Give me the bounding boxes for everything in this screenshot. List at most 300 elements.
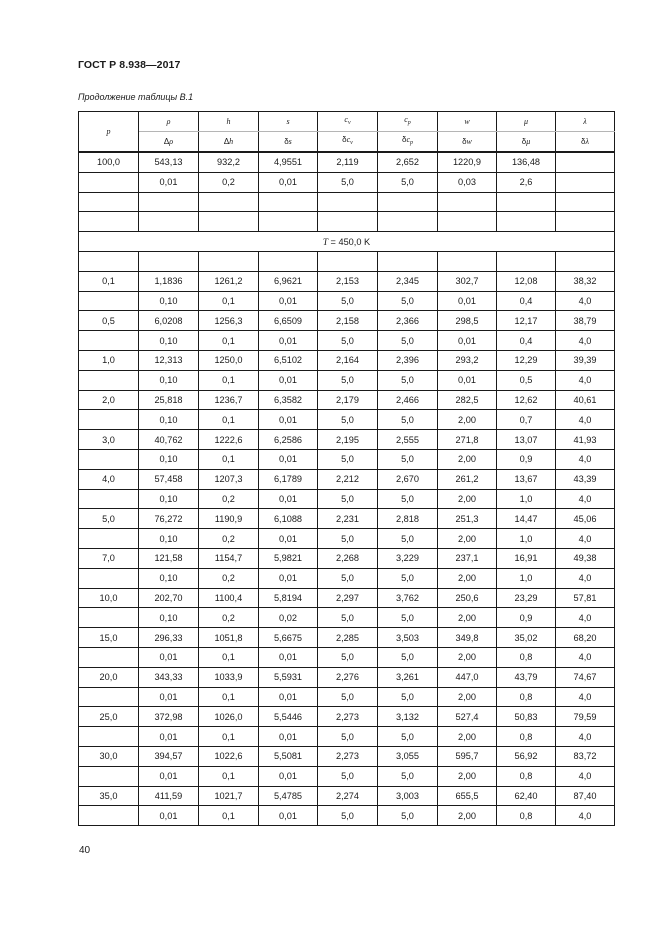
value-cell: 4,0 xyxy=(556,331,615,351)
value-cell: 1236,7 xyxy=(199,390,259,410)
table-row xyxy=(79,172,615,192)
table-row xyxy=(79,449,615,469)
table-row xyxy=(79,370,615,390)
table-row xyxy=(79,608,615,628)
value-cell: 2,195 xyxy=(318,430,378,450)
value-cell xyxy=(497,212,556,232)
pressure-cell: 2,0 xyxy=(79,390,139,410)
value-cell: 0,10 xyxy=(139,489,199,509)
table-row xyxy=(79,667,615,687)
value-cell: 0,9 xyxy=(497,449,556,469)
table-row xyxy=(79,271,615,291)
value-cell: 2,00 xyxy=(438,449,497,469)
value-cell: 1207,3 xyxy=(199,469,259,489)
value-cell: 0,10 xyxy=(139,370,199,390)
value-cell: 5,0 xyxy=(378,489,438,509)
value-cell: 13,07 xyxy=(497,430,556,450)
column-uncertainty-header: Δρ xyxy=(139,132,199,153)
value-cell: 5,0 xyxy=(318,568,378,588)
table-row xyxy=(79,350,615,370)
value-cell: 4,0 xyxy=(556,806,615,826)
value-cell: 6,1088 xyxy=(259,509,318,529)
value-cell: 4,0 xyxy=(556,766,615,786)
column-uncertainty-header: δs xyxy=(259,132,318,153)
column-symbol-header: s xyxy=(259,112,318,132)
temperature-row xyxy=(79,232,615,252)
value-cell: 2,00 xyxy=(438,608,497,628)
value-cell: 0,2 xyxy=(199,172,259,192)
value-cell: 2,00 xyxy=(438,687,497,707)
table-row xyxy=(79,548,615,568)
value-cell: 2,00 xyxy=(438,806,497,826)
value-cell: 57,458 xyxy=(139,469,199,489)
column-symbol-header: $c_v$ xyxy=(318,112,378,132)
value-cell xyxy=(556,251,615,271)
table-caption: Продолжение таблицы В.1 xyxy=(78,92,194,102)
pressure-cell xyxy=(79,489,139,509)
value-cell: 5,5446 xyxy=(259,707,318,727)
value-cell: 0,01 xyxy=(139,727,199,747)
value-cell: 4,0 xyxy=(556,489,615,509)
value-cell: 39,39 xyxy=(556,350,615,370)
value-cell xyxy=(259,251,318,271)
value-cell: 349,8 xyxy=(438,628,497,648)
value-cell: 0,01 xyxy=(259,806,318,826)
pressure-cell xyxy=(79,212,139,232)
value-cell: 1,1836 xyxy=(139,271,199,291)
value-cell: 251,3 xyxy=(438,509,497,529)
value-cell: 3,229 xyxy=(378,548,438,568)
value-cell: 136,48 xyxy=(497,152,556,172)
value-cell: 0,10 xyxy=(139,291,199,311)
value-cell xyxy=(199,251,259,271)
table-row xyxy=(79,489,615,509)
value-cell: 4,0 xyxy=(556,647,615,667)
table-row xyxy=(79,331,615,351)
value-cell: 0,01 xyxy=(139,687,199,707)
value-cell: 3,132 xyxy=(378,707,438,727)
value-cell: 23,29 xyxy=(497,588,556,608)
value-cell: 0,2 xyxy=(199,529,259,549)
value-cell xyxy=(378,192,438,212)
value-cell: 2,179 xyxy=(318,390,378,410)
value-cell: 16,91 xyxy=(497,548,556,568)
value-cell xyxy=(259,212,318,232)
value-cell: 0,2 xyxy=(199,608,259,628)
temperature-label: T = 450,0 K xyxy=(79,232,615,252)
pressure-cell: 0,5 xyxy=(79,311,139,331)
value-cell: 3,762 xyxy=(378,588,438,608)
value-cell: 5,0 xyxy=(318,370,378,390)
value-cell: 0,01 xyxy=(259,727,318,747)
value-cell: 13,67 xyxy=(497,469,556,489)
value-cell: 4,0 xyxy=(556,529,615,549)
value-cell: 250,6 xyxy=(438,588,497,608)
value-cell: 0,02 xyxy=(259,608,318,628)
value-cell: 83,72 xyxy=(556,746,615,766)
table-row xyxy=(79,786,615,806)
value-cell: 5,0 xyxy=(378,331,438,351)
value-cell: 5,0 xyxy=(378,608,438,628)
value-cell: 5,0 xyxy=(378,687,438,707)
value-cell: 3,261 xyxy=(378,667,438,687)
value-cell: 5,0 xyxy=(378,727,438,747)
value-cell: 4,0 xyxy=(556,687,615,707)
column-uncertainty-header: Δh xyxy=(199,132,259,153)
value-cell: 2,670 xyxy=(378,469,438,489)
table-row xyxy=(79,727,615,747)
value-cell: 0,1 xyxy=(199,766,259,786)
value-cell: 0,10 xyxy=(139,449,199,469)
value-cell: 2,158 xyxy=(318,311,378,331)
value-cell xyxy=(318,212,378,232)
value-cell: 1154,7 xyxy=(199,548,259,568)
value-cell: 0,1 xyxy=(199,449,259,469)
value-cell: 0,8 xyxy=(497,647,556,667)
value-cell: 0,7 xyxy=(497,410,556,430)
value-cell: 0,10 xyxy=(139,331,199,351)
value-cell: 2,285 xyxy=(318,628,378,648)
pressure-cell: 1,0 xyxy=(79,350,139,370)
table-row xyxy=(79,647,615,667)
value-cell: 2,164 xyxy=(318,350,378,370)
value-cell xyxy=(556,152,615,172)
pressure-cell: 10,0 xyxy=(79,588,139,608)
value-cell: 343,33 xyxy=(139,667,199,687)
value-cell: 74,67 xyxy=(556,667,615,687)
value-cell: 296,33 xyxy=(139,628,199,648)
pressure-cell: 30,0 xyxy=(79,746,139,766)
value-cell: 4,0 xyxy=(556,449,615,469)
value-cell: 2,652 xyxy=(378,152,438,172)
page-number: 40 xyxy=(79,845,91,856)
value-cell: 38,32 xyxy=(556,271,615,291)
value-cell: 0,4 xyxy=(497,331,556,351)
value-cell: 5,0 xyxy=(378,172,438,192)
pressure-cell xyxy=(79,291,139,311)
value-cell: 2,466 xyxy=(378,390,438,410)
value-cell: 0,01 xyxy=(139,766,199,786)
value-cell xyxy=(497,251,556,271)
value-cell xyxy=(438,212,497,232)
pressure-cell xyxy=(79,192,139,212)
value-cell: 6,9621 xyxy=(259,271,318,291)
value-cell: 237,1 xyxy=(438,548,497,568)
value-cell: 0,10 xyxy=(139,529,199,549)
column-uncertainty-header: δμ xyxy=(497,132,556,153)
value-cell xyxy=(199,212,259,232)
properties-table xyxy=(78,111,615,826)
value-cell: 1021,7 xyxy=(199,786,259,806)
value-cell: 0,01 xyxy=(259,370,318,390)
pressure-cell xyxy=(79,529,139,549)
pressure-cell xyxy=(79,410,139,430)
value-cell: 5,0 xyxy=(318,647,378,667)
value-cell: 1250,0 xyxy=(199,350,259,370)
column-symbol-header: w xyxy=(438,112,497,132)
value-cell: 4,0 xyxy=(556,410,615,430)
value-cell: 2,153 xyxy=(318,271,378,291)
value-cell: 3,003 xyxy=(378,786,438,806)
value-cell: 0,8 xyxy=(497,806,556,826)
value-cell: 0,03 xyxy=(438,172,497,192)
value-cell: 2,268 xyxy=(318,548,378,568)
value-cell: 0,01 xyxy=(259,449,318,469)
value-cell: 6,0208 xyxy=(139,311,199,331)
value-cell: 2,212 xyxy=(318,469,378,489)
pressure-column-header: p xyxy=(79,112,139,153)
value-cell xyxy=(199,192,259,212)
value-cell: 2,366 xyxy=(378,311,438,331)
value-cell: 0,8 xyxy=(497,727,556,747)
header-row-uncertainty xyxy=(79,132,615,153)
value-cell: 5,0 xyxy=(378,370,438,390)
table-row xyxy=(79,311,615,331)
value-cell: 655,5 xyxy=(438,786,497,806)
value-cell: 5,0 xyxy=(318,449,378,469)
value-cell: 0,10 xyxy=(139,410,199,430)
value-cell xyxy=(556,192,615,212)
value-cell: 0,01 xyxy=(259,489,318,509)
column-uncertainty-header: δλ xyxy=(556,132,615,153)
value-cell: 0,2 xyxy=(199,568,259,588)
value-cell: 0,2 xyxy=(199,489,259,509)
value-cell: 1222,6 xyxy=(199,430,259,450)
value-cell: 0,01 xyxy=(139,647,199,667)
value-cell: 2,396 xyxy=(378,350,438,370)
value-cell: 0,01 xyxy=(259,331,318,351)
column-uncertainty-header: $\delta c_v$ xyxy=(318,132,378,153)
value-cell: 0,01 xyxy=(438,370,497,390)
value-cell: 0,4 xyxy=(497,291,556,311)
value-cell xyxy=(497,192,556,212)
value-cell: 298,5 xyxy=(438,311,497,331)
column-symbol-header: λ xyxy=(556,112,615,132)
column-symbol-header: ρ xyxy=(139,112,199,132)
value-cell: 5,0 xyxy=(378,529,438,549)
table-row xyxy=(79,588,615,608)
value-cell: 12,62 xyxy=(497,390,556,410)
value-cell: 40,762 xyxy=(139,430,199,450)
value-cell: 2,818 xyxy=(378,509,438,529)
value-cell: 0,1 xyxy=(199,687,259,707)
table-row xyxy=(79,707,615,727)
value-cell: 5,5081 xyxy=(259,746,318,766)
value-cell: 2,6 xyxy=(497,172,556,192)
value-cell: 3,055 xyxy=(378,746,438,766)
value-cell: 0,10 xyxy=(139,608,199,628)
value-cell: 5,0 xyxy=(318,687,378,707)
value-cell: 5,0 xyxy=(318,608,378,628)
value-cell: 2,00 xyxy=(438,766,497,786)
value-cell: 45,06 xyxy=(556,509,615,529)
pressure-cell xyxy=(79,608,139,628)
table-row xyxy=(79,628,615,648)
value-cell: 5,0 xyxy=(318,331,378,351)
column-symbol-header: μ xyxy=(497,112,556,132)
value-cell: 1033,9 xyxy=(199,667,259,687)
table-row xyxy=(79,529,615,549)
column-symbol-header: h xyxy=(199,112,259,132)
pressure-cell xyxy=(79,449,139,469)
value-cell: 5,0 xyxy=(378,291,438,311)
value-cell: 1190,9 xyxy=(199,509,259,529)
value-cell: 527,4 xyxy=(438,707,497,727)
value-cell: 0,5 xyxy=(497,370,556,390)
value-cell: 1026,0 xyxy=(199,707,259,727)
value-cell: 2,00 xyxy=(438,647,497,667)
value-cell: 2,345 xyxy=(378,271,438,291)
value-cell: 271,8 xyxy=(438,430,497,450)
value-cell: 2,276 xyxy=(318,667,378,687)
value-cell: 76,272 xyxy=(139,509,199,529)
value-cell: 5,0 xyxy=(378,410,438,430)
value-cell: 12,313 xyxy=(139,350,199,370)
value-cell xyxy=(378,251,438,271)
table-row xyxy=(79,410,615,430)
value-cell: 2,00 xyxy=(438,529,497,549)
value-cell: 56,92 xyxy=(497,746,556,766)
value-cell: 282,5 xyxy=(438,390,497,410)
value-cell xyxy=(556,172,615,192)
value-cell: 68,20 xyxy=(556,628,615,648)
value-cell: 2,274 xyxy=(318,786,378,806)
table-row xyxy=(79,766,615,786)
value-cell: 5,0 xyxy=(378,449,438,469)
column-uncertainty-header: $\delta c_p$ xyxy=(378,132,438,153)
value-cell: 0,1 xyxy=(199,331,259,351)
value-cell: 43,39 xyxy=(556,469,615,489)
column-symbol-header: $c_p$ xyxy=(378,112,438,132)
value-cell: 5,0 xyxy=(318,727,378,747)
value-cell: 1022,6 xyxy=(199,746,259,766)
value-cell: 1051,8 xyxy=(199,628,259,648)
value-cell: 5,0 xyxy=(318,766,378,786)
value-cell: 4,9551 xyxy=(259,152,318,172)
table-row xyxy=(79,251,615,271)
table-row xyxy=(79,806,615,826)
value-cell: 5,0 xyxy=(378,568,438,588)
pressure-cell: 15,0 xyxy=(79,628,139,648)
value-cell: 5,0 xyxy=(318,489,378,509)
pressure-cell xyxy=(79,687,139,707)
value-cell: 932,2 xyxy=(199,152,259,172)
value-cell: 0,01 xyxy=(259,172,318,192)
value-cell: 1,0 xyxy=(497,529,556,549)
pressure-cell: 100,0 xyxy=(79,152,139,172)
table-row xyxy=(79,746,615,766)
value-cell: 5,5931 xyxy=(259,667,318,687)
value-cell: 6,6509 xyxy=(259,311,318,331)
value-cell: 0,01 xyxy=(259,410,318,430)
value-cell: 2,00 xyxy=(438,410,497,430)
value-cell xyxy=(378,212,438,232)
value-cell: 2,231 xyxy=(318,509,378,529)
value-cell: 5,0 xyxy=(378,806,438,826)
value-cell: 121,58 xyxy=(139,548,199,568)
value-cell: 50,83 xyxy=(497,707,556,727)
value-cell: 0,1 xyxy=(199,291,259,311)
value-cell: 0,1 xyxy=(199,410,259,430)
value-cell: 0,01 xyxy=(259,647,318,667)
value-cell: 6,5102 xyxy=(259,350,318,370)
value-cell: 0,01 xyxy=(259,529,318,549)
value-cell: 372,98 xyxy=(139,707,199,727)
value-cell: 0,01 xyxy=(438,291,497,311)
table-row xyxy=(79,291,615,311)
header-row-symbols xyxy=(79,112,615,132)
pressure-cell xyxy=(79,172,139,192)
value-cell: 2,273 xyxy=(318,707,378,727)
value-cell: 12,17 xyxy=(497,311,556,331)
value-cell xyxy=(318,251,378,271)
value-cell: 5,4785 xyxy=(259,786,318,806)
value-cell: 3,503 xyxy=(378,628,438,648)
value-cell: 2,00 xyxy=(438,489,497,509)
value-cell: 0,01 xyxy=(259,766,318,786)
value-cell: 5,0 xyxy=(318,291,378,311)
value-cell: 0,01 xyxy=(259,291,318,311)
value-cell: 1,0 xyxy=(497,489,556,509)
value-cell: 0,01 xyxy=(438,331,497,351)
value-cell: 79,59 xyxy=(556,707,615,727)
value-cell: 202,70 xyxy=(139,588,199,608)
table-row xyxy=(79,568,615,588)
value-cell: 5,0 xyxy=(378,766,438,786)
value-cell: 62,40 xyxy=(497,786,556,806)
table-row xyxy=(79,152,615,172)
value-cell: 543,13 xyxy=(139,152,199,172)
table-row xyxy=(79,469,615,489)
pressure-cell xyxy=(79,727,139,747)
table-row xyxy=(79,687,615,707)
pressure-cell xyxy=(79,251,139,271)
value-cell: 6,3582 xyxy=(259,390,318,410)
value-cell: 0,01 xyxy=(259,687,318,707)
value-cell: 302,7 xyxy=(438,271,497,291)
value-cell: 43,79 xyxy=(497,667,556,687)
value-cell: 0,10 xyxy=(139,568,199,588)
value-cell: 12,08 xyxy=(497,271,556,291)
value-cell: 87,40 xyxy=(556,786,615,806)
value-cell: 0,8 xyxy=(497,766,556,786)
value-cell: 1100,4 xyxy=(199,588,259,608)
document-title: ГОСТ Р 8.938—2017 xyxy=(78,59,181,71)
value-cell: 5,0 xyxy=(318,172,378,192)
value-cell: 1,0 xyxy=(497,568,556,588)
value-cell: 1256,3 xyxy=(199,311,259,331)
value-cell: 595,7 xyxy=(438,746,497,766)
table-row xyxy=(79,390,615,410)
value-cell: 5,0 xyxy=(378,647,438,667)
value-cell: 5,6675 xyxy=(259,628,318,648)
pressure-cell: 0,1 xyxy=(79,271,139,291)
value-cell: 2,555 xyxy=(378,430,438,450)
value-cell: 0,8 xyxy=(497,687,556,707)
value-cell: 49,38 xyxy=(556,548,615,568)
table-row xyxy=(79,212,615,232)
value-cell: 2,273 xyxy=(318,746,378,766)
value-cell: 0,1 xyxy=(199,727,259,747)
value-cell: 40,61 xyxy=(556,390,615,410)
pressure-cell: 3,0 xyxy=(79,430,139,450)
value-cell xyxy=(139,251,199,271)
pressure-cell: 20,0 xyxy=(79,667,139,687)
value-cell: 4,0 xyxy=(556,727,615,747)
value-cell: 0,01 xyxy=(139,172,199,192)
value-cell xyxy=(556,212,615,232)
value-cell: 447,0 xyxy=(438,667,497,687)
